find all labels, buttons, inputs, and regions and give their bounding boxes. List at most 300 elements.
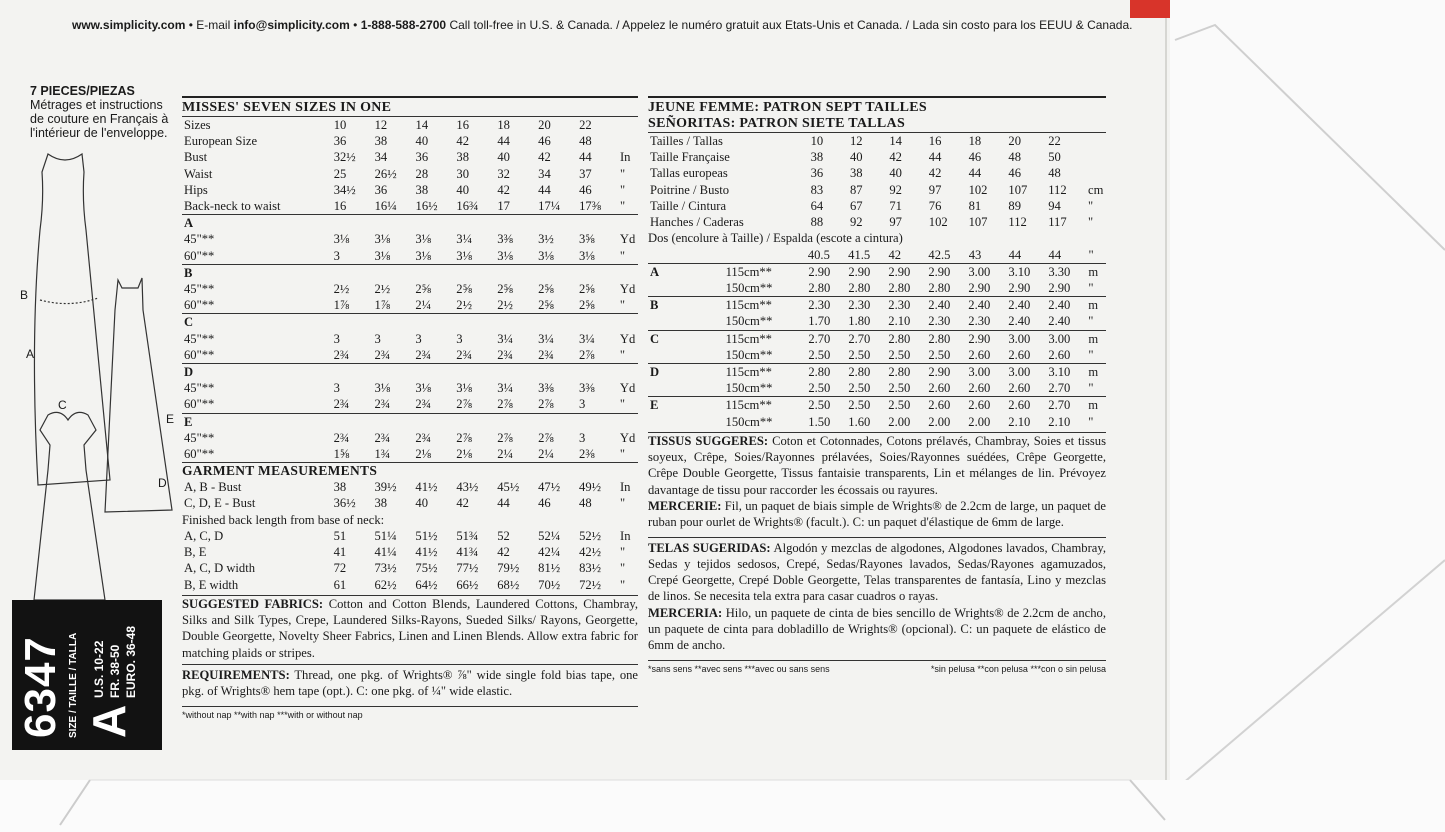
- table-cell: 2.40: [1008, 298, 1031, 313]
- table-cell: 3⅜: [579, 381, 595, 396]
- table-cell: 115cm**: [725, 298, 772, 313]
- garment-table-bust: [182, 479, 638, 511]
- table-cell: 3.10: [1048, 364, 1071, 379]
- table-row: [648, 149, 1106, 165]
- table-cell: 44: [1008, 247, 1022, 262]
- table-cell: 2.70: [848, 331, 871, 346]
- table-cell: 42: [456, 496, 469, 511]
- view-label: [648, 414, 724, 430]
- table-cell: 16½: [415, 199, 438, 214]
- table-cell: ": [620, 561, 626, 576]
- email-link[interactable]: info@simplicity.com: [233, 18, 350, 32]
- table-cell: 2.60: [968, 398, 991, 413]
- telas-text: Algodón y mezclas de algodones, Algodones lavados, Chambray, Sedas y tejidos sedosos, Crepé, Sedas/Rayones lavados, Sedas/Rayones agamuzados, Crepé Georgette, Crepé Doble Georgette, Telas transparentes de fantasía, Lino y mezclas de linos. Se necesita tela extra para casar cuadros o rayas.: [648, 540, 1106, 604]
- table-cell: 2.60: [1048, 347, 1071, 362]
- table-cell: A, C, D width: [184, 561, 256, 576]
- table-cell: 51¼: [374, 528, 397, 543]
- table-cell: 2.60: [1008, 398, 1031, 413]
- table-cell: 3.30: [1048, 264, 1071, 279]
- yardage-table-a: [648, 264, 1106, 296]
- table-cell: Bust: [184, 150, 208, 165]
- table-cell: 45"**: [184, 232, 215, 247]
- table-cell: 44: [538, 182, 551, 197]
- table-cell: ": [619, 248, 626, 263]
- table-cell: 92: [889, 182, 902, 197]
- yardage-table-c: [648, 331, 1106, 363]
- table-cell: 2⅝: [497, 282, 513, 297]
- table-cell: ": [619, 298, 626, 313]
- table-cell: 42½: [579, 545, 602, 560]
- view-a-label: A: [26, 347, 35, 361]
- table-cell: 26½: [374, 166, 397, 181]
- table-cell: 2⅞: [579, 347, 595, 362]
- size-badge: [12, 600, 162, 750]
- table-cell: 2.50: [848, 381, 871, 396]
- table-cell: 2.90: [928, 264, 951, 279]
- tissus-text: Coton et Cotonnades, Cotons prélavés, Chambray, Soies et tissus soyeux, Crêpe, Soies/Rayonnes prélavées, Soies/Rayonnes suédées, Crêpe Georgette, Crêpe Double Georgette, Tissus fantaisie transparents, Lin et mélanges de lin. Prévoyez davantage de tissu pour raccorder les écossais ou rayures.: [648, 433, 1107, 497]
- table-cell: ": [619, 447, 626, 462]
- table-cell: [648, 247, 806, 263]
- view-label: [648, 347, 724, 363]
- table-cell: 2.30: [808, 298, 831, 313]
- table-cell: 46: [538, 496, 551, 511]
- table-cell: 22: [579, 118, 592, 132]
- footnote-rule-fr: [648, 660, 1106, 661]
- view-label: C: [184, 315, 194, 330]
- yardage-table-b: [648, 297, 1106, 329]
- table-cell: 2⅞: [497, 430, 513, 445]
- table-cell: 41¾: [456, 545, 479, 560]
- table-cell: 17: [497, 199, 510, 214]
- table-cell: 43½: [456, 480, 479, 495]
- table-cell: 112: [1008, 215, 1027, 230]
- table-cell: 22: [1048, 134, 1061, 148]
- table-cell: 107: [1008, 182, 1028, 197]
- table-cell: 2.50: [848, 398, 871, 413]
- table-cell: 2.80: [808, 364, 831, 379]
- table-cell: ": [1087, 215, 1094, 230]
- table-cell: 2⅝: [456, 282, 473, 297]
- table-cell: 2.00: [968, 414, 991, 429]
- table-cell: 3⅛: [374, 232, 391, 247]
- view-label: A: [184, 216, 194, 231]
- table-cell: 3⅛: [497, 248, 513, 263]
- table-cell: 2.80: [848, 280, 871, 295]
- table-cell: 2⅛: [415, 447, 432, 462]
- table-cell: 2¾: [415, 397, 432, 412]
- table-cell: [618, 133, 638, 149]
- view-label: E: [184, 414, 193, 429]
- table-cell: 2.60: [1008, 347, 1031, 362]
- table-cell: 2¾: [333, 347, 350, 362]
- table-cell: 1⅝: [333, 447, 350, 462]
- french-spanish-chart: [648, 96, 1106, 674]
- table-cell: 2½: [374, 282, 391, 297]
- pieces-count: 7 PIECES/PIEZAS: [30, 84, 135, 98]
- yardage-section: [182, 214, 638, 462]
- table-cell: 73½: [374, 561, 397, 576]
- table-cell: B, E width: [184, 577, 239, 592]
- table-cell: 47½: [538, 480, 561, 495]
- table-cell: 61: [333, 577, 347, 592]
- table-cell: Hanches / Caderas: [650, 215, 744, 230]
- table-row: [648, 182, 1106, 198]
- tollfree-text: Call toll-free in U.S. & Canada. / Appelez le numéro gratuit aux Etats-Unis et Canada. / Lada sin costo para los EEUU & Canada.: [449, 18, 1133, 32]
- table-cell: 2.70: [808, 331, 831, 346]
- table-row: [182, 231, 638, 247]
- table-row: [182, 182, 638, 198]
- table-cell: 2½: [456, 298, 473, 313]
- table-cell: 2.70: [1048, 398, 1071, 413]
- table-cell: 3¼: [538, 331, 554, 346]
- table-row: [648, 165, 1106, 181]
- table-cell: 3.00: [1008, 331, 1031, 346]
- table-row: [648, 380, 1106, 396]
- table-cell: 2.80: [928, 331, 951, 346]
- table-cell: 97: [928, 182, 942, 197]
- table-cell: 38: [456, 150, 470, 165]
- table-cell: 150cm**: [725, 347, 773, 362]
- pieces-french-2: de couture en Français à: [30, 112, 169, 126]
- table-cell: 52: [497, 528, 510, 543]
- table-row: [648, 313, 1106, 329]
- view-label: [648, 313, 724, 329]
- table-cell: 45"**: [184, 381, 215, 396]
- table-row: [182, 297, 638, 313]
- table-cell: 38: [849, 166, 863, 181]
- table-cell: 2.90: [848, 264, 871, 279]
- table-cell: 2.90: [968, 280, 991, 295]
- table-cell: 36: [810, 166, 824, 181]
- table-cell: 83: [810, 182, 824, 197]
- table-cell: 77½: [456, 561, 479, 576]
- table-cell: 42: [538, 150, 551, 165]
- table-cell: 2.40: [1008, 314, 1031, 329]
- yardage-table-a: [182, 215, 638, 264]
- table-row: [182, 198, 638, 214]
- table-cell: 3⅜: [497, 232, 513, 247]
- table-cell: 2⅞: [456, 430, 473, 445]
- table-cell: 38: [415, 182, 429, 197]
- mercerie-label: MERCERIE:: [648, 498, 722, 513]
- table-cell: 41½: [415, 545, 438, 560]
- table-cell: 37: [579, 166, 592, 181]
- table-cell: 46: [579, 182, 592, 197]
- table-cell: 2.10: [1008, 414, 1031, 429]
- table-cell: 2⅝: [538, 298, 554, 313]
- view-label: D: [650, 364, 660, 379]
- table-cell: 46: [538, 134, 551, 149]
- table-cell: 16: [456, 118, 470, 132]
- table-cell: 41: [333, 545, 347, 560]
- table-cell: 38: [374, 496, 388, 511]
- table-row: [648, 264, 1106, 280]
- view-a-dress: [34, 154, 110, 485]
- table-row: [648, 397, 1106, 413]
- table-cell: ": [1088, 247, 1094, 262]
- table-cell: 34½: [333, 182, 356, 197]
- table-cell: 16: [928, 134, 942, 148]
- table-cell: 2½: [497, 298, 513, 313]
- table-cell: ": [619, 199, 626, 214]
- table-cell: 2.10: [1048, 414, 1071, 429]
- table-cell: 2.80: [928, 280, 951, 295]
- table-cell: 45"**: [184, 282, 215, 297]
- table-cell: 36: [374, 182, 388, 197]
- table-cell: 2⅜: [579, 447, 595, 462]
- table-cell: 3.00: [1008, 364, 1031, 379]
- misses-title: MISSES' SEVEN SIZES IN ONE: [182, 100, 392, 115]
- table-cell: A, B - Bust: [184, 480, 242, 495]
- pieces-info: [30, 84, 168, 140]
- table-cell: 32: [497, 166, 510, 181]
- table-row: [182, 347, 638, 363]
- size-fr: FR. 38-50: [108, 644, 122, 698]
- table-cell: 3⅛: [333, 232, 350, 247]
- table-cell: 3: [579, 430, 586, 445]
- table-cell: 2.30: [968, 314, 991, 329]
- table-cell: 36: [333, 134, 347, 149]
- table-cell: 25: [333, 166, 347, 181]
- table-cell: ": [619, 347, 626, 362]
- table-cell: 2.80: [848, 364, 871, 379]
- table-cell: 72½: [579, 577, 602, 592]
- table-cell: 3⅛: [579, 248, 595, 263]
- table-row: [182, 479, 638, 495]
- table-cell: 3: [415, 331, 422, 346]
- view-row: [182, 314, 638, 330]
- fabrics-label: SUGGESTED FABRICS:: [182, 596, 324, 611]
- table-cell: 1.70: [808, 314, 831, 329]
- table-row: [182, 495, 638, 511]
- table-cell: 1.60: [848, 414, 871, 429]
- table-cell: 70½: [538, 577, 561, 592]
- table-cell: 38: [810, 150, 824, 165]
- table-cell: 1.50: [808, 414, 831, 429]
- footnote-fr: *sans sens **avec sens ***avec ou sans sens: [648, 663, 830, 674]
- table-cell: 14: [415, 118, 429, 132]
- table-cell: 48: [579, 134, 592, 149]
- table-cell: 2.80: [888, 331, 911, 346]
- table-cell: 48: [1008, 150, 1021, 165]
- table-cell: 97: [889, 215, 902, 230]
- table-cell: 2.00: [888, 414, 911, 429]
- table-cell: 46: [1008, 166, 1021, 181]
- table-cell: 81: [968, 198, 982, 213]
- table-cell: 2½: [333, 282, 350, 297]
- table-cell: 2⅝: [415, 282, 432, 297]
- size-euro: EURO. 36-48: [124, 625, 138, 698]
- table-cell: In: [619, 480, 631, 495]
- table-cell: 52¼: [538, 528, 561, 543]
- table-cell: 60"**: [184, 347, 215, 362]
- table-cell: 2¾: [456, 347, 473, 362]
- table-cell: 75½: [415, 561, 438, 576]
- table-cell: 41½: [415, 480, 438, 495]
- table-cell: 102: [968, 182, 988, 197]
- table-cell: 32½: [333, 150, 356, 165]
- table-cell: 2¼: [497, 447, 513, 462]
- table-cell: 64: [810, 198, 824, 213]
- table-cell: 40: [415, 496, 428, 511]
- table-cell: Tallas europeas: [650, 166, 728, 181]
- table-cell: 3⅝: [579, 232, 595, 247]
- table-cell: 2⅛: [456, 447, 473, 462]
- table-cell: Taille / Cintura: [650, 198, 727, 213]
- table-row: [648, 214, 1106, 230]
- size-letter: A: [83, 704, 135, 738]
- fabrics-text: Cotton and Cotton Blends, Laundered Cottons, Chambray, Silks and Silk Types, Crepe, Laundered Silks-Rayons, Sueded Silks/ Rayons, Georgette, Double Georgette, Novelty Sheer Fabrics, Linen and Linen Blends. Allow extra fabric for matching plaids or stripes.: [182, 596, 638, 660]
- table-cell: 42: [497, 545, 510, 560]
- website-link[interactable]: www.simplicity.com: [72, 18, 186, 32]
- table-cell: ": [1088, 347, 1094, 362]
- table-cell: 3⅛: [415, 248, 432, 263]
- table-cell: 42: [889, 150, 902, 165]
- top-rule-fr: [648, 96, 1106, 98]
- table-cell: 3¼: [497, 381, 513, 396]
- table-cell: In: [619, 150, 631, 165]
- envelope-flap-lines: [1170, 0, 1445, 832]
- table-cell: 44: [497, 496, 510, 511]
- table-cell: 20: [1008, 134, 1021, 148]
- table-row: [648, 133, 1106, 149]
- table-cell: Hips: [184, 182, 208, 197]
- table-cell: 2¼: [415, 298, 432, 313]
- envelope-fold: [1165, 0, 1167, 832]
- footnote-rule: [182, 706, 638, 707]
- table-cell: 94: [1048, 198, 1061, 213]
- dos-table: [648, 247, 1106, 263]
- yardage-table-b: [182, 265, 638, 314]
- table-cell: 150cm**: [725, 414, 773, 429]
- table-cell: 2.80: [888, 364, 911, 379]
- table-cell: m: [1088, 264, 1099, 279]
- table-cell: 2.50: [888, 398, 911, 413]
- table-cell: 2.60: [968, 381, 991, 396]
- tissus-label: TISSUS SUGGERES:: [648, 433, 769, 448]
- table-cell: ": [1088, 314, 1094, 329]
- table-cell: 3.10: [1008, 264, 1031, 279]
- table-cell: Yd: [619, 430, 636, 445]
- merceria-text: Hilo, un paquete de cinta de bies sencillo de Wrights® de 2.2cm de ancho, un paquete de cinta para dobladillo de Wrights® (opcional). C: un paquete de elástico de 6mm de ancho.: [648, 605, 1106, 653]
- table-cell: 2.50: [808, 347, 831, 362]
- table-cell: A, C, D: [184, 528, 224, 543]
- yardage-table-e: [648, 397, 1106, 429]
- table-cell: ": [619, 166, 626, 181]
- table-cell: 2.50: [888, 381, 911, 396]
- table-cell: 2.50: [888, 347, 911, 362]
- contact-header: www.simplicity.com • E-mail info@simplicity.com • 1-888-588-2700 Call toll-free in U.S. & Canada. / Appelez le numéro gratuit aux Etats-Unis et Canada. / Lada sin costo para los EEUU & Canada.: [72, 18, 1133, 32]
- table-cell: 38: [374, 134, 388, 149]
- size-label: SIZE / TAILLE / TALLA: [68, 632, 79, 738]
- table-row: [182, 528, 638, 544]
- table-cell: 87: [849, 182, 863, 197]
- view-row: [182, 364, 638, 380]
- red-corner-strip: [1130, 0, 1170, 18]
- table-cell: 1.80: [848, 314, 871, 329]
- table-cell: 34: [538, 166, 551, 181]
- table-cell: 43: [968, 247, 982, 262]
- table-cell: ": [619, 182, 626, 197]
- email-label: E-mail: [196, 18, 231, 32]
- telas-label: TELAS SUGERIDAS:: [648, 540, 771, 555]
- view-d-label: D: [158, 476, 167, 490]
- table-cell: 62½: [374, 577, 397, 592]
- table-row: [648, 297, 1106, 313]
- table-cell: 67: [849, 198, 863, 213]
- table-cell: 2.80: [888, 280, 911, 295]
- table-cell: 2.60: [968, 347, 991, 362]
- requirements: [182, 667, 638, 700]
- view-row: [182, 414, 638, 430]
- table-cell: cm: [1087, 182, 1104, 197]
- table-cell: 2⅝: [579, 298, 595, 313]
- table-cell: 2.50: [848, 347, 871, 362]
- table-cell: 42¼: [538, 545, 561, 560]
- table-cell: 14: [889, 134, 902, 148]
- table-cell: 3⅛: [538, 248, 554, 263]
- finished-length-label: Finished back length from base of neck:: [182, 512, 385, 527]
- size-table-fr: [648, 133, 1106, 230]
- table-row: [182, 544, 638, 560]
- table-cell: 2¾: [415, 347, 432, 362]
- table-cell: ": [620, 577, 626, 592]
- table-cell: ": [1087, 198, 1094, 213]
- table-cell: 115cm**: [725, 331, 772, 346]
- table-cell: m: [1088, 398, 1099, 413]
- view-row: [182, 265, 638, 281]
- table-cell: 34: [374, 150, 388, 165]
- table-row: [182, 577, 638, 593]
- envelope-bottom-fold: [0, 770, 1170, 832]
- table-row: [648, 414, 1106, 430]
- table-cell: 45"**: [184, 331, 215, 346]
- table-cell: 1⅞: [333, 298, 350, 313]
- table-row: [648, 347, 1106, 363]
- table-row: [648, 364, 1106, 380]
- table-cell: 3⅛: [456, 381, 473, 396]
- table-cell: [1086, 149, 1106, 165]
- table-cell: 2.30: [888, 298, 911, 313]
- table-cell: 2.40: [1048, 314, 1071, 329]
- table-cell: 3⅛: [374, 248, 391, 263]
- view-e-label: E: [166, 412, 175, 426]
- view-row: [182, 215, 638, 231]
- table-cell: 3¼: [497, 331, 513, 346]
- table-cell: 2⅞: [456, 397, 473, 412]
- table-cell: ": [619, 496, 626, 511]
- garment-title: GARMENT MEASUREMENTS: [182, 463, 378, 479]
- table-cell: ": [619, 397, 626, 412]
- table-row: [182, 248, 638, 264]
- yardage-table-d: [182, 364, 638, 413]
- table-cell: 2⅞: [538, 430, 554, 445]
- table-cell: 2.40: [928, 298, 951, 313]
- table-cell: 51½: [415, 528, 438, 543]
- table-cell: 48: [579, 496, 592, 511]
- table-cell: 2⅞: [538, 397, 554, 412]
- table-cell: 64½: [415, 577, 438, 592]
- table-cell: Back-neck to waist: [184, 199, 281, 214]
- table-cell: 1⅞: [374, 298, 391, 313]
- table-cell: 3½: [538, 232, 554, 247]
- pattern-number: 6347: [16, 636, 65, 738]
- size-us: U.S. 10-22: [92, 640, 106, 698]
- table-cell: 44: [1048, 247, 1062, 262]
- table-cell: 3¼: [579, 331, 595, 346]
- mercerie: [648, 498, 1106, 531]
- table-cell: 88: [810, 215, 824, 230]
